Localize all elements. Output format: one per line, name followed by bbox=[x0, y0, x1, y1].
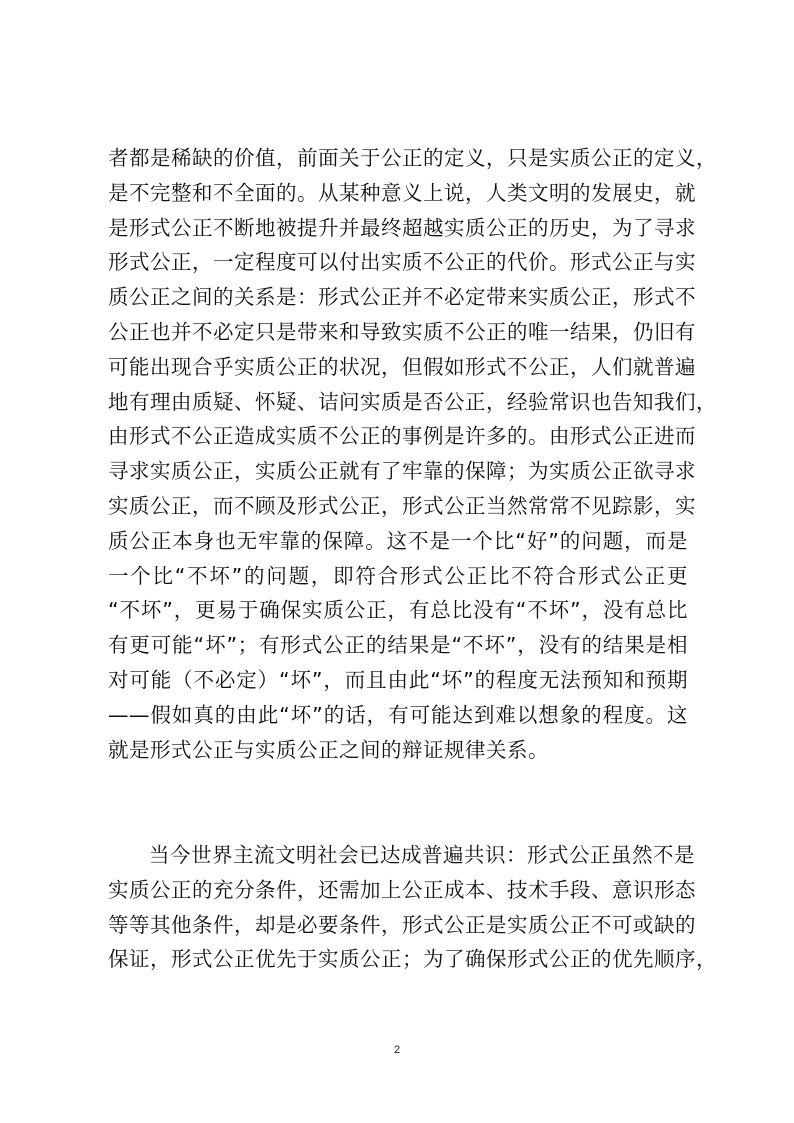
paragraph-2 bbox=[108, 838, 717, 977]
text-line: 质公正之间的关系是：形式公正并不必定带来实质公正，形式不 bbox=[108, 285, 696, 310]
text-line: 等等其他条件，却是必要条件，形式公正是实质公正不可或缺的 bbox=[108, 912, 696, 937]
text-line: 一个比“不坏”的问题，即符合形式公正比不符合形式公正更 bbox=[108, 563, 688, 588]
text-line: 实质公正的充分条件，还需加上公正成本、技术手段、意识形态 bbox=[108, 877, 696, 902]
text-line: 是形式公正不断地被提升并最终超越实质公正的历史，为了寻求 bbox=[108, 215, 696, 240]
text-line: 是不完整和不全面的。从某种意义上说，人类文明的发展史，就 bbox=[108, 180, 696, 205]
text-line: 公正也并不必定只是带来和导致实质不公正的唯一结果，仍旧有 bbox=[108, 319, 696, 344]
page-number: 2 bbox=[393, 1044, 401, 1056]
text-line: 当今世界主流文明社会已达成普遍共识：形式公正虽然不是 bbox=[149, 843, 695, 867]
text-line: 实质公正，而不顾及形式公正，形式公正当然常常不见踪影，实 bbox=[108, 493, 696, 518]
text-line: 由形式不公正造成实质不公正的事例是许多的。由形式公正进而 bbox=[108, 424, 696, 449]
text-line: 地有理由质疑、怀疑、诘问实质是否公正，经验常识也告知我们， bbox=[108, 389, 717, 414]
text-line: 寻求实质公正，实质公正就有了牢靠的保障；为实质公正欲寻求 bbox=[108, 459, 696, 484]
text-line: 就是形式公正与实质公正之间的辩证规律关系。 bbox=[108, 737, 549, 762]
text-line: 保证，形式公正优先于实质公正；为了确保形式公正的优先顺序， bbox=[108, 947, 717, 972]
text-line: 可能出现合乎实质公正的状况，但假如形式不公正，人们就普遍 bbox=[108, 354, 696, 379]
paragraph-1 bbox=[108, 141, 717, 767]
text-line: “不坏”，更易于确保实质公正，有总比没有“不坏”，没有总比 bbox=[108, 598, 688, 623]
text-line: ——假如真的由此“坏”的话，有可能达到难以想象的程度。这 bbox=[108, 702, 688, 727]
text-line: 者都是稀缺的价值，前面关于公正的定义，只是实质公正的定义， bbox=[108, 146, 717, 170]
text-line: 对可能（不必定）“坏”，而且由此“坏”的程度无法预知和预期 bbox=[108, 667, 688, 692]
text-line: 有更可能“坏”；有形式公正的结果是“不坏”，没有的结果是相 bbox=[108, 633, 688, 658]
text-line: 质公正本身也无牢靠的保障。这不是一个比“好”的问题，而是 bbox=[108, 528, 688, 553]
text-line: 形式公正，一定程度可以付出实质不公正的代价。形式公正与实 bbox=[108, 250, 696, 275]
